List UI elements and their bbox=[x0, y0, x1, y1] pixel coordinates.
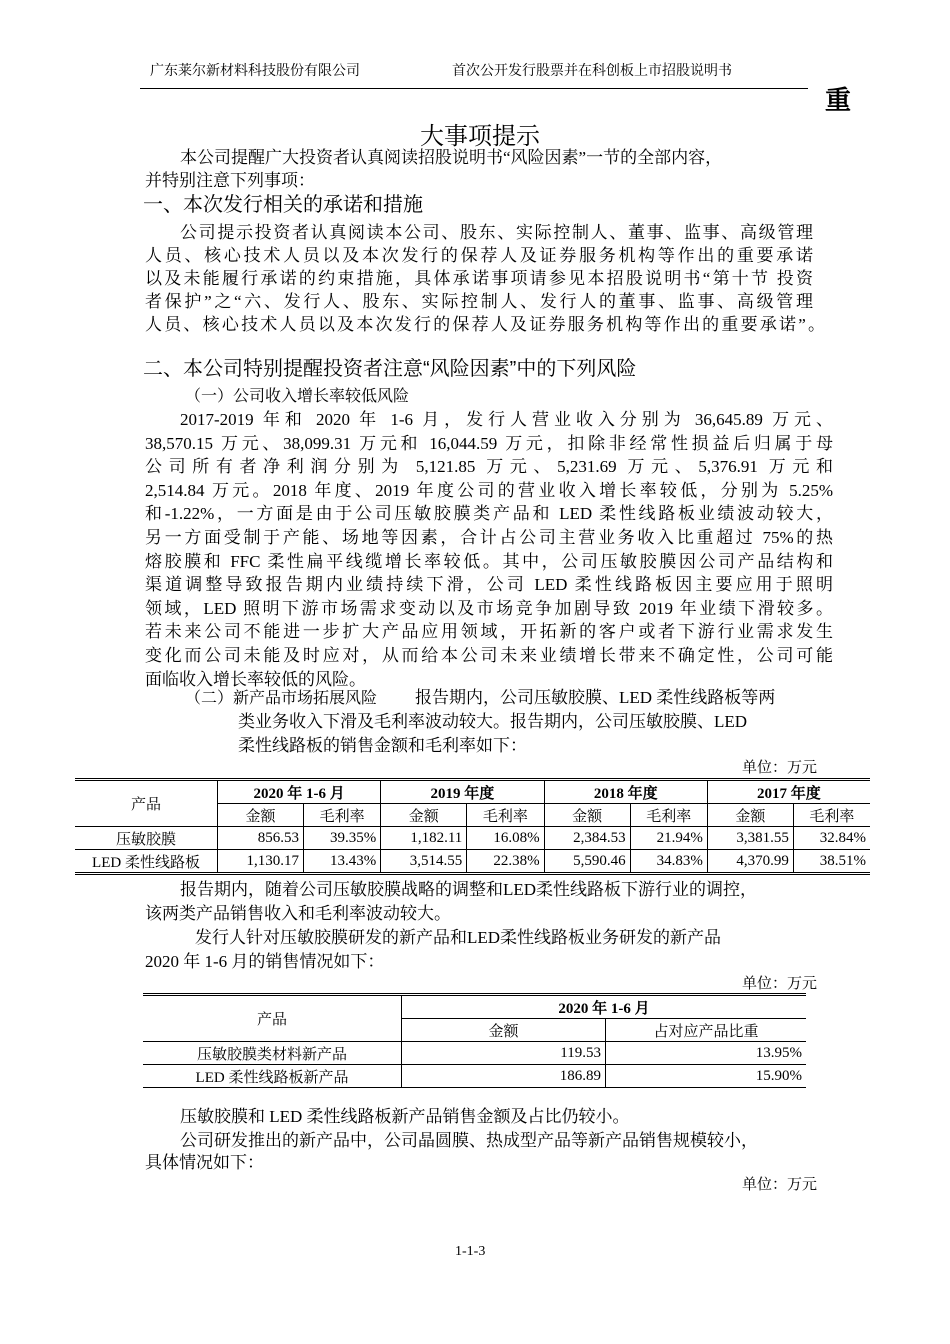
product-name: LED 柔性线路板 bbox=[75, 850, 218, 874]
amount-cell: 3,514.55 bbox=[381, 850, 467, 874]
subsection1-line: 变化而公司未能及时应对，从而给本公司未来业绩增长带来不确定性，公司可能 bbox=[145, 646, 833, 665]
col-header-period: 2020 年 1-6 月 bbox=[402, 995, 807, 1019]
amount-cell: 2,384.53 bbox=[544, 827, 630, 850]
section1-line: 人员、核心技术人员以及本次发行的保荐人及证券服务机构等作出的重要承诺”。 bbox=[145, 315, 825, 334]
col-header-period: 2020 年 1-6 月 bbox=[218, 780, 381, 804]
subsection1-line: 和-1.22%，一方面是由于公司压敏胶膜类产品和 LED 柔性线路板业绩波动较大， bbox=[145, 504, 833, 524]
col-header-amount: 金额 bbox=[402, 1019, 606, 1042]
sales-margin-table bbox=[75, 778, 870, 875]
col-header-amount: 金额 bbox=[218, 804, 304, 827]
subsection1-line: 另一方面受制于产能、场地等因素，合计占公司主营业务收入比重超过 75%的热 bbox=[145, 528, 833, 547]
intro-line: 本公司提醒广大投资者认真阅读招股说明书“风险因素”一节的全部内容， bbox=[180, 148, 723, 167]
new-product-sales-table bbox=[143, 993, 806, 1088]
subsection1-heading: （一）公司收入增长率较低风险 bbox=[185, 388, 410, 405]
margin-cell: 34.83% bbox=[630, 850, 707, 874]
table-row bbox=[75, 850, 870, 874]
margin-cell: 22.38% bbox=[467, 850, 544, 874]
paragraph-line: 压敏胶膜和 LED 柔性线路板新产品销售金额及占比仍较小。 bbox=[180, 1107, 630, 1126]
margin-cell: 16.08% bbox=[467, 827, 544, 850]
amount-cell: 856.53 bbox=[218, 827, 304, 850]
col-header-amount: 金额 bbox=[381, 804, 467, 827]
title-first-char: 重 bbox=[825, 85, 852, 115]
subsection2-line: 柔性线路板的销售金额和毛利率如下： bbox=[238, 736, 527, 755]
margin-cell: 38.51% bbox=[793, 850, 870, 874]
subsection1-line: 2,514.84 万元。2018 年度、2019 年度公司的营业收入增长率较低，分别为 5.25% bbox=[145, 480, 833, 500]
section1-line: 公司提示投资者认真阅读本公司、股东、实际控制人、董事、监事、高级管理 bbox=[180, 223, 813, 242]
subsection2-heading: （二）新产品市场拓展风险 bbox=[185, 690, 378, 707]
col-header-amount: 金额 bbox=[707, 804, 793, 827]
subsection1-line: 38,570.15 万元、38,099.31 万元和 16,044.59 万元，扣除非经常性损益后归属于母 bbox=[145, 433, 833, 453]
col-header-margin: 毛利率 bbox=[793, 804, 870, 827]
share-cell: 13.95% bbox=[606, 1042, 807, 1065]
subsection1-line: 面临收入增长率较低的风险。 bbox=[145, 669, 366, 689]
section1-line: 以及未能履行承诺的约束措施，具体承诺事项请参见本招股说明书“第十节 投资 bbox=[145, 269, 813, 288]
subsection1-line: 公司所有者净利润分别为 5,121.85 万元、5,231.69 万元、5,376.91 万元和 bbox=[145, 457, 833, 477]
subsection1-line: 熔胶膜和 FFC 柔性扁平线缆增长率较低。其中，公司压敏胶膜因公司产品结构和 bbox=[145, 551, 833, 571]
section1-line: 人员、核心技术人员以及本次发行的保荐人及证券服务机构等作出的重要承诺 bbox=[145, 246, 813, 265]
subsection1-line: 渠道调整导致报告期内业绩持续下滑，公司 LED 柔性线路板因主要应用于照明 bbox=[145, 575, 833, 595]
subsection2-line: 类业务收入下滑及毛利率波动较大。报告期内，公司压敏胶膜、LED bbox=[238, 712, 748, 731]
subsection1-line: 2017-2019 年和 2020 年 1-6 月，发行人营业收入分别为 36,645.89 万元、 bbox=[180, 410, 833, 429]
subsection1-line: 若未来公司不能进一步扩大产品应用领域，开拓新的客户或者下游行业需求发生 bbox=[145, 622, 833, 642]
col-header-margin: 毛利率 bbox=[467, 804, 544, 827]
section1-line: 者保护”之“六、发行人、股东、实际控制人、发行人的董事、监事、高级管理 bbox=[145, 292, 813, 311]
col-header-period: 2018 年度 bbox=[544, 780, 707, 804]
amount-cell: 4,370.99 bbox=[707, 850, 793, 874]
amount-cell: 1,182.11 bbox=[381, 827, 467, 850]
paragraph-line: 公司研发推出的新产品中，公司晶圆膜、热成型产品等新产品销售规模较小， bbox=[180, 1131, 758, 1150]
share-cell: 15.90% bbox=[606, 1065, 807, 1088]
paragraph-line: 该两类产品销售收入和毛利率波动较大。 bbox=[145, 904, 451, 923]
margin-cell: 13.43% bbox=[304, 850, 381, 874]
paragraph-line: 具体情况如下： bbox=[145, 1153, 264, 1172]
margin-cell: 32.84% bbox=[793, 827, 870, 850]
col-header-margin: 毛利率 bbox=[304, 804, 381, 827]
table-row bbox=[143, 1042, 806, 1065]
amount-cell: 3,381.55 bbox=[707, 827, 793, 850]
section2-heading: 二、本公司特别提醒投资者注意“风险因素”中的下列风险 bbox=[143, 358, 637, 380]
paragraph-line: 发行人针对压敏胶膜研发的新产品和LED柔性线路板业务研发的新产品 bbox=[195, 928, 722, 947]
header-company: 广东莱尔新材料科技股份有限公司 bbox=[150, 62, 360, 78]
table-row bbox=[75, 827, 870, 850]
product-name: 压敏胶膜 bbox=[75, 827, 218, 850]
paragraph-line: 报告期内，随着公司压敏胶膜战略的调整和LED柔性线路板下游行业的调控， bbox=[180, 880, 758, 899]
product-name: 压敏胶膜类材料新产品 bbox=[143, 1042, 402, 1065]
header-rule bbox=[140, 88, 808, 89]
paragraph-line: 2020 年 1-6 月的销售情况如下： bbox=[145, 952, 385, 971]
subsection1-line: 领域，LED 照明下游市场需求变动以及市场竞争加剧导致 2019 年业绩下滑较多。 bbox=[145, 598, 833, 618]
unit-label: 单位：万元 bbox=[742, 976, 818, 992]
amount-cell: 119.53 bbox=[402, 1042, 606, 1065]
col-header-product: 产品 bbox=[75, 780, 218, 827]
amount-cell: 5,590.46 bbox=[544, 850, 630, 874]
product-name: LED 柔性线路板新产品 bbox=[143, 1065, 402, 1088]
unit-label: 单位：万元 bbox=[742, 1177, 818, 1193]
amount-cell: 186.89 bbox=[402, 1065, 606, 1088]
unit-label: 单位：万元 bbox=[742, 760, 818, 776]
col-header-margin: 毛利率 bbox=[630, 804, 707, 827]
col-header-share: 占对应产品比重 bbox=[606, 1019, 807, 1042]
col-header-period: 2019 年度 bbox=[381, 780, 544, 804]
table-row bbox=[143, 1065, 806, 1088]
page-title: 大事项提示 bbox=[420, 123, 540, 150]
page-number: 1-1-3 bbox=[455, 1244, 486, 1259]
margin-cell: 39.35% bbox=[304, 827, 381, 850]
col-header-period: 2017 年度 bbox=[707, 780, 870, 804]
col-header-amount: 金额 bbox=[544, 804, 630, 827]
header-doc-title: 首次公开发行股票并在科创板上市招股说明书 bbox=[452, 62, 732, 78]
section1-heading: 一、本次发行相关的承诺和措施 bbox=[143, 194, 423, 216]
col-header-product: 产品 bbox=[143, 995, 402, 1042]
margin-cell: 21.94% bbox=[630, 827, 707, 850]
amount-cell: 1,130.17 bbox=[218, 850, 304, 874]
subsection2-line: 报告期内，公司压敏胶膜、LED 柔性线路板等两 bbox=[415, 688, 776, 707]
intro-line: 并特别注意下列事项： bbox=[145, 171, 315, 190]
